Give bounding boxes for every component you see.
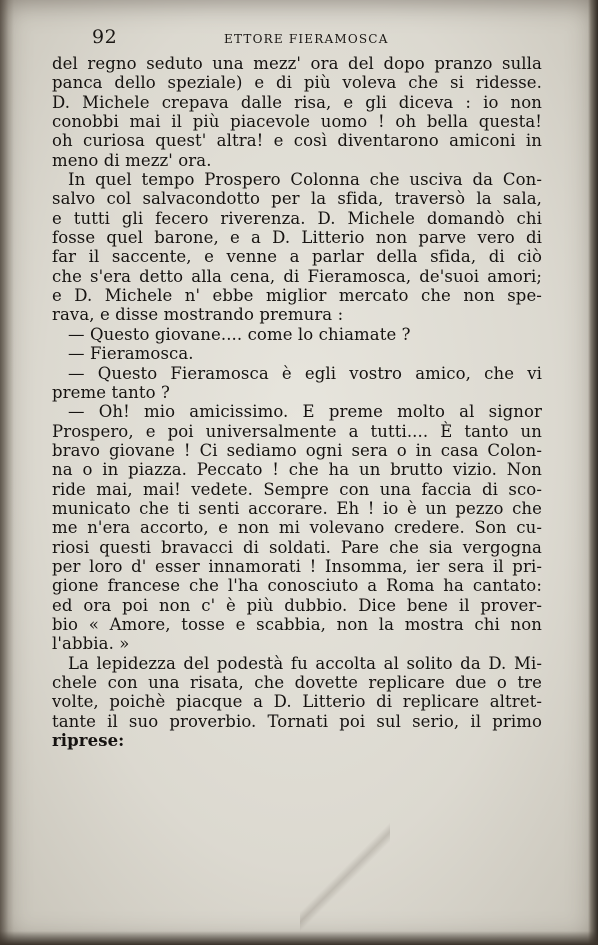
text-line: riprese: <box>52 731 125 751</box>
page-header <box>92 26 392 50</box>
text-line: gione francese che l'ha conosciuto a Roma ha cantato: <box>52 576 542 596</box>
text-line: La lepidezza del podestà fu accolta al solito da D. Mi- <box>68 653 542 673</box>
text-line: e D. Michele n' ebbe miglior mercato che non spe- <box>52 286 542 306</box>
text-line: preme tanto ? <box>52 382 170 402</box>
text-line: me n'era accorto, e non mi volevano credere. Son cu- <box>52 518 542 538</box>
text-line: del regno seduto una mezz' ora del dopo pranzo sulla <box>52 54 542 73</box>
text-line: che s'era detto alla cena, di Fieramosca, de'suoi amori; <box>52 266 542 286</box>
text-line: — Oh! mio amicissimo. E preme molto al signor <box>68 402 542 422</box>
text-line: D. Michele crepava dalle risa, e gli diceva : io non <box>52 92 542 112</box>
text-line: — Questo Fieramosca è egli vostro amico, che vi <box>68 363 542 383</box>
text-line: panca dello speziale) e di più voleva che si ridesse. <box>52 73 542 93</box>
running-title: ETTORE FIERAMOSCA <box>224 32 389 46</box>
text-line: per loro d' esser innamorati ! Insomma, ier sera il pri- <box>52 556 542 576</box>
text-line: conobbi mai il più piacevole uomo ! oh bella questa! <box>52 112 542 132</box>
page-number: 92 <box>92 26 118 48</box>
text-line: — Questo giovane.... come lo chiamate ? <box>68 324 411 344</box>
text-line: riosi questi bravacci di soldati. Pare che sia vergogna <box>52 537 542 557</box>
text-line: Prospero, e poi universalmente a tutti.... È tanto un <box>52 421 542 441</box>
text-line: na o in piazza. Peccato ! che ha un brutto vizio. Non <box>52 460 542 480</box>
text-line: l'abbia. » <box>52 634 130 654</box>
body-text <box>52 54 542 750</box>
text-line: tante il suo proverbio. Tornati poi sul serio, il primo <box>52 711 542 731</box>
text-line: salvo col salvacondotto per la sfida, traversò la sala, <box>52 189 542 209</box>
text-line: ed ora poi non c' è più dubbio. Dice bene il prover- <box>52 595 542 615</box>
text-line: bravo giovane ! Ci sediamo ogni sera o in casa Colon- <box>52 440 542 460</box>
text-line: fosse quel barone, e a D. Litterio non parve vero di <box>52 228 542 248</box>
text-line: bio « Amore, tosse e scabbia, non la mostra chi non <box>52 614 542 634</box>
text-line: far il saccente, e venne a parlar della sfida, di ciò <box>52 247 542 267</box>
text-line: rava, e disse mostrando premura : <box>52 305 344 325</box>
page-right-edge <box>588 0 598 945</box>
text-line: volte, poichè piacque a D. Litterio di replicare altret- <box>52 692 542 712</box>
text-line: In quel tempo Prospero Colonna che usciva da Con- <box>68 170 542 190</box>
page-left-edge <box>0 0 14 945</box>
text-line: e tutti gli fecero riverenza. D. Michele domandò chi <box>52 208 542 228</box>
text-line: — Fieramosca. <box>68 344 194 364</box>
text-line: oh curiosa quest' altra! e così diventarono amiconi in <box>52 131 542 151</box>
paper-crease <box>300 822 390 932</box>
text-line: meno di mezz' ora. <box>52 150 212 170</box>
text-line: chele con una risata, che dovette replicare due o tre <box>52 673 542 692</box>
text-line: municato che ti senti accorare. Eh ! io è un pezzo che <box>52 498 542 518</box>
page-bottom-edge <box>0 931 598 945</box>
text-line: ride mai, mai! vedete. Sempre con una faccia di sco- <box>52 479 542 499</box>
